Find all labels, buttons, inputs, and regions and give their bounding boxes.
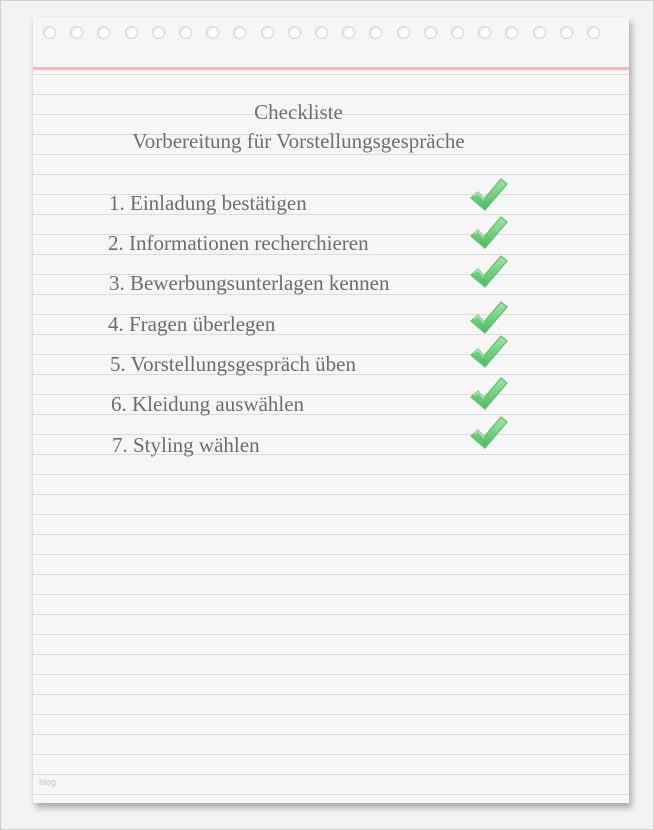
- punch-hole-icon: [424, 26, 437, 39]
- punch-hole-icon: [315, 26, 328, 39]
- notebook-paper: [33, 17, 629, 803]
- punch-hole-icon: [288, 26, 301, 39]
- punch-hole-icon: [152, 26, 165, 39]
- check-icon: [467, 251, 509, 293]
- punch-hole-icon: [43, 26, 56, 39]
- checklist-subtitle: Vorbereitung für Vorstellungsgespräche: [132, 129, 465, 153]
- punch-hole-icon: [478, 26, 491, 39]
- punch-hole-icon: [261, 26, 274, 39]
- punch-hole-icon: [233, 26, 246, 39]
- punch-hole-icon: [342, 26, 355, 39]
- footer-watermark: blog: [39, 777, 57, 787]
- check-icon: [467, 174, 509, 216]
- punch-hole-icon: [505, 26, 518, 39]
- red-margin-line: [33, 67, 629, 70]
- checklist-item-3: 3. Bewerbungsunterlagen kennen: [109, 271, 390, 295]
- checklist-item-5: 5. Vorstellungsgespräch üben: [110, 352, 356, 376]
- title-block: [33, 98, 564, 156]
- checklist-item-6: 6. Kleidung auswählen: [111, 392, 305, 416]
- punch-hole-icon: [560, 26, 573, 39]
- punch-hole-icon: [533, 26, 546, 39]
- punch-hole-row: [43, 26, 623, 40]
- checklist-item-1: 1. Einladung bestätigen: [109, 191, 307, 215]
- check-icon: [467, 331, 509, 373]
- check-icon: [467, 212, 509, 254]
- check-icon: [467, 373, 509, 415]
- punch-hole-icon: [451, 26, 464, 39]
- punch-hole-icon: [587, 26, 600, 39]
- checklist-item-7: 7. Styling wählen: [112, 433, 260, 457]
- checklist-item-4: 4. Fragen überlegen: [108, 312, 276, 336]
- punch-hole-icon: [70, 26, 83, 39]
- paper-header-area: [33, 17, 629, 67]
- checklist-title: Checkliste: [254, 100, 343, 124]
- check-icon: [467, 412, 509, 454]
- punch-hole-icon: [206, 26, 219, 39]
- punch-hole-icon: [397, 26, 410, 39]
- punch-hole-icon: [369, 26, 382, 39]
- punch-hole-icon: [179, 26, 192, 39]
- checklist-item-2: 2. Informationen recherchieren: [108, 231, 369, 255]
- punch-hole-icon: [97, 26, 110, 39]
- punch-hole-icon: [125, 26, 138, 39]
